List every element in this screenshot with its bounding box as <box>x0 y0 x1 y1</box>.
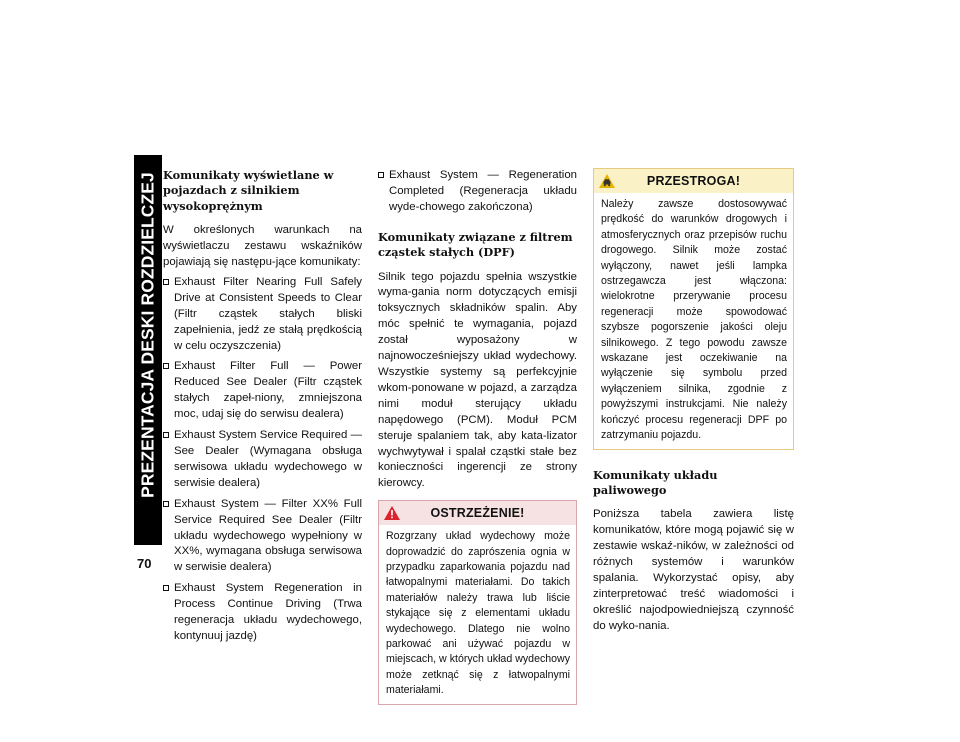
fuel-paragraph: Poniższa tabela zawiera listę komunikatów, które mogą pojawić się w zestawie wskaź-ników, w zależności od różnych systemów i warunków spalania. Wykorzystać opisy, aby zinterpretować treść wiadomości i określić najodpowiedniejszą czynność do wyko-nania. <box>593 508 794 632</box>
message-list-continued <box>378 168 577 216</box>
list-item: Exhaust Filter Full — Power Reduced See Dealer (Filtr cząstek stałych zapeł-niony, zmniejszona moc, udaj się do serwisu dealera) <box>163 359 362 423</box>
caution-title: PRZESTROGA! <box>646 174 741 188</box>
warning-triangle-icon <box>383 505 401 521</box>
caution-header <box>594 169 793 193</box>
intro-paragraph: W określonych warunkach na wyświetlaczu zestawu wskaźników pojawiają się następu-jące komunikaty: <box>163 224 362 269</box>
dpf-paragraph: Silnik tego pojazdu spełnia wszystkie wyma-gania norm dotyczących emisji toksycznych składników spalin. Aby móc spełnić te wymagania, pojazd został wyposażony w najnowocześniejszy układ wydechowy. Wszystkie systemy są perfekcyjnie wkom-ponowane w pojazd, a zarządza nimi moduł sterujący układu napędowego (PCM). Moduł PCM steruje spalaniem tak, aby kata-lizator wychwytywał i spalał cząstki stałe bez konieczności ingerencji ze strony kierowcy. <box>378 270 577 490</box>
car-caution-icon <box>598 173 616 189</box>
chapter-side-tab <box>134 155 162 545</box>
list-item: Exhaust System — Filter XX% Full Service Required See Dealer (Filtr układu wydechowego wypełniony w XX%, wymagana obsługa serwisowa w serwisie dealera) <box>163 497 362 577</box>
section-heading-diesel-messages: Komunikaty wyświetlane w pojazdach z silnikiem wysokoprężnym <box>163 168 334 213</box>
list-item: Exhaust System Regeneration in Process Continue Driving (Trwa regeneracja układu wydechowego, kontynuuj jazdę) <box>163 581 362 645</box>
checkbox-bullet-icon <box>163 501 169 507</box>
list-item: Exhaust System — Regeneration Completed (Regeneracja układu wyde-chowego zakończona) <box>378 168 577 216</box>
warning-header <box>379 501 576 525</box>
list-item: Exhaust Filter Nearing Full Safely Drive at Consistent Speeds to Clear (Filtr cząstek stałych bliski zapełnienia, jedź ze stałą prędkością w celu oczyszczenia) <box>163 275 362 355</box>
checkbox-bullet-icon <box>163 279 169 285</box>
checkbox-bullet-icon <box>163 585 169 591</box>
checkbox-bullet-icon <box>378 172 384 178</box>
section-heading-dpf: Komunikaty związane z filtrem cząstek stałych (DPF) <box>378 229 573 260</box>
chapter-title: PREZENTACJA DESKI ROZDZIELCZEJ <box>137 172 158 498</box>
warning-title: OSTRZEŻENIE! <box>430 506 525 521</box>
checkbox-bullet-icon <box>163 363 169 369</box>
checkbox-bullet-icon <box>163 432 169 438</box>
warning-text: Rozgrzany układ wydechowy może doprowadzić do zaprószenia ognia w przypadku zaparkowania pojazdu nad łatwopalnymi materiałami. Do takich materiałów należy trawa lub liście stykające się z elementami układu wydechowego. Dlatego nie wolno parkować ani używać pojazdu w miejscach, w których układ wydechowy może zetknąć się z łatwopalnymi materiałami. <box>386 530 570 697</box>
page-number: 70 <box>137 556 152 571</box>
caution-text: Należy zawsze dostosowywać prędkość do warunków drogowych i atmosferycznych oraz przepisów ruchu drogowego. Silnik może zostać wyłączony, nawet jeśli lampka ostrzegawcza jest włączona: wielokrotne przerywanie procesu regeneracji może spowodować szybsze pogorszenie jakości oleju silnikowego. Z tego powodu zawsze wskazane jest oczekiwanie na wyłączenie się symbolu przed wyłączeniem silnika, zgodnie z powyższymi instrukcjami. Nie należy kończyć procesu regeneracji DPF po zatrzymaniu pojazdu. <box>601 198 787 442</box>
list-item: Exhaust System Service Required — See Dealer (Wymagana obsługa serwisowa układu wydechowego w serwisie dealera) <box>163 428 362 492</box>
warning-box <box>378 500 577 704</box>
column-left <box>163 168 362 650</box>
section-heading-fuel-messages: Komunikaty układu paliwowego <box>593 467 718 497</box>
column-middle <box>378 168 577 705</box>
caution-box <box>593 168 794 450</box>
message-list <box>163 275 362 645</box>
column-right <box>593 168 794 639</box>
